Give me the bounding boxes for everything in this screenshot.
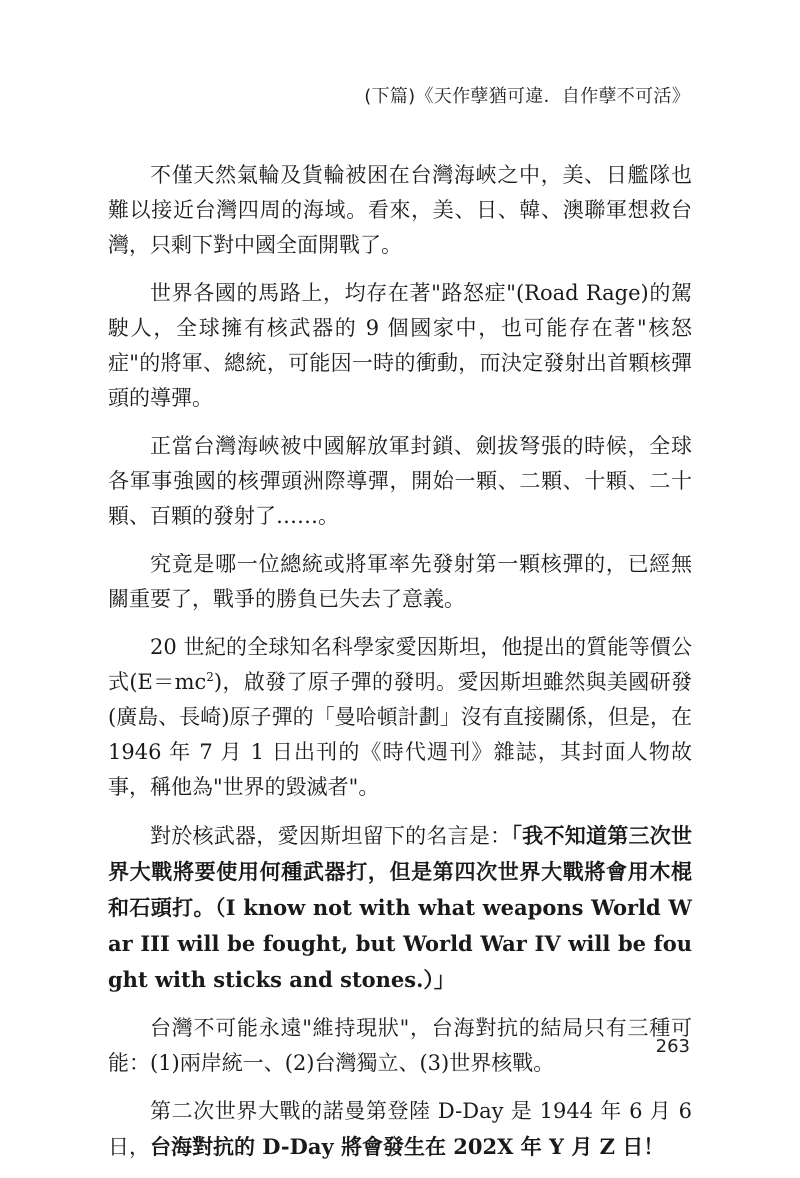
paragraph-6 (108, 818, 692, 998)
einstein-quote: 「我不知道第三次世界大戰將要使用何種武器打，但是第四次世界大戰將會用木棍和石頭打。（I know not with what weapons World War III will be fought, but World War IV will be fought with sticks and stones.）」 (108, 823, 693, 992)
paragraph-8-bold: 台海對抗的 D-Day 將會發生在 202X 年 Y 月 Z 日！ (150, 1134, 665, 1159)
superscript-2: 2 (206, 670, 214, 684)
paragraph-2: 世界各國的馬路上，均存在著"路怒症"(Road Rage)的駕駛人，全球擁有核武器的 9 個國家中，也可能存在著"核怒症"的將軍、總統，可能因一時的衝動，而決定發射出首顆核彈頭的導彈。 (108, 281, 692, 410)
body-text (108, 158, 692, 1178)
paragraph-5-text-b: )，啟發了原子彈的發明。愛因斯坦雖然與美國研發(廣島、長崎)原子彈的「曼哈頓計劃」沒有直接關係，但是，在 1946 年 7 月 1 日出刊的《時代週刊》雜誌，其封面人物故事，稱他為"世界的毀滅者"。 (108, 670, 692, 799)
paragraph-1: 不僅天然氣輪及貨輪被困在台灣海峽之中，美、日艦隊也難以接近台灣四周的海域。看來，美、日、韓、澳聯軍想救台灣，只剩下對中國全面開戰了。 (108, 163, 692, 257)
paragraph-8-normal: 第二次世界大戰的諾曼第登陸 D-Day 是 1944 年 6 月 6 日， (108, 1099, 692, 1159)
paragraph-5 (108, 630, 692, 805)
page-number: 263 (655, 1036, 690, 1057)
paragraph-6-intro: 對於核武器，愛因斯坦留下的名言是： (150, 824, 512, 848)
paragraph-5-text-a: 20 世紀的全球知名科學家愛因斯坦，他提出的質能等價公式(E＝mc (108, 635, 692, 694)
paragraph-8 (108, 1094, 692, 1165)
paragraph-4: 究竟是哪一位總統或將軍率先發射第一顆核彈的，已經無關重要了，戰爭的勝負已失去了意義。 (108, 552, 692, 611)
running-header: (下篇)《天作孽猶可違．自作孽不可活》 (364, 86, 690, 107)
paragraph-7: 台灣不可能永遠"維持現狀"，台海對抗的結局只有三種可能：(1)兩岸統一、(2)台灣獨立、(3)世界核戰。 (108, 1016, 692, 1075)
paragraph-3: 正當台灣海峽被中國解放軍封鎖、劍拔弩張的時候，全球各軍事強國的核彈頭洲際導彈，開始一顆、二顆、十顆、二十顆、百顆的發射了……。 (108, 434, 692, 528)
